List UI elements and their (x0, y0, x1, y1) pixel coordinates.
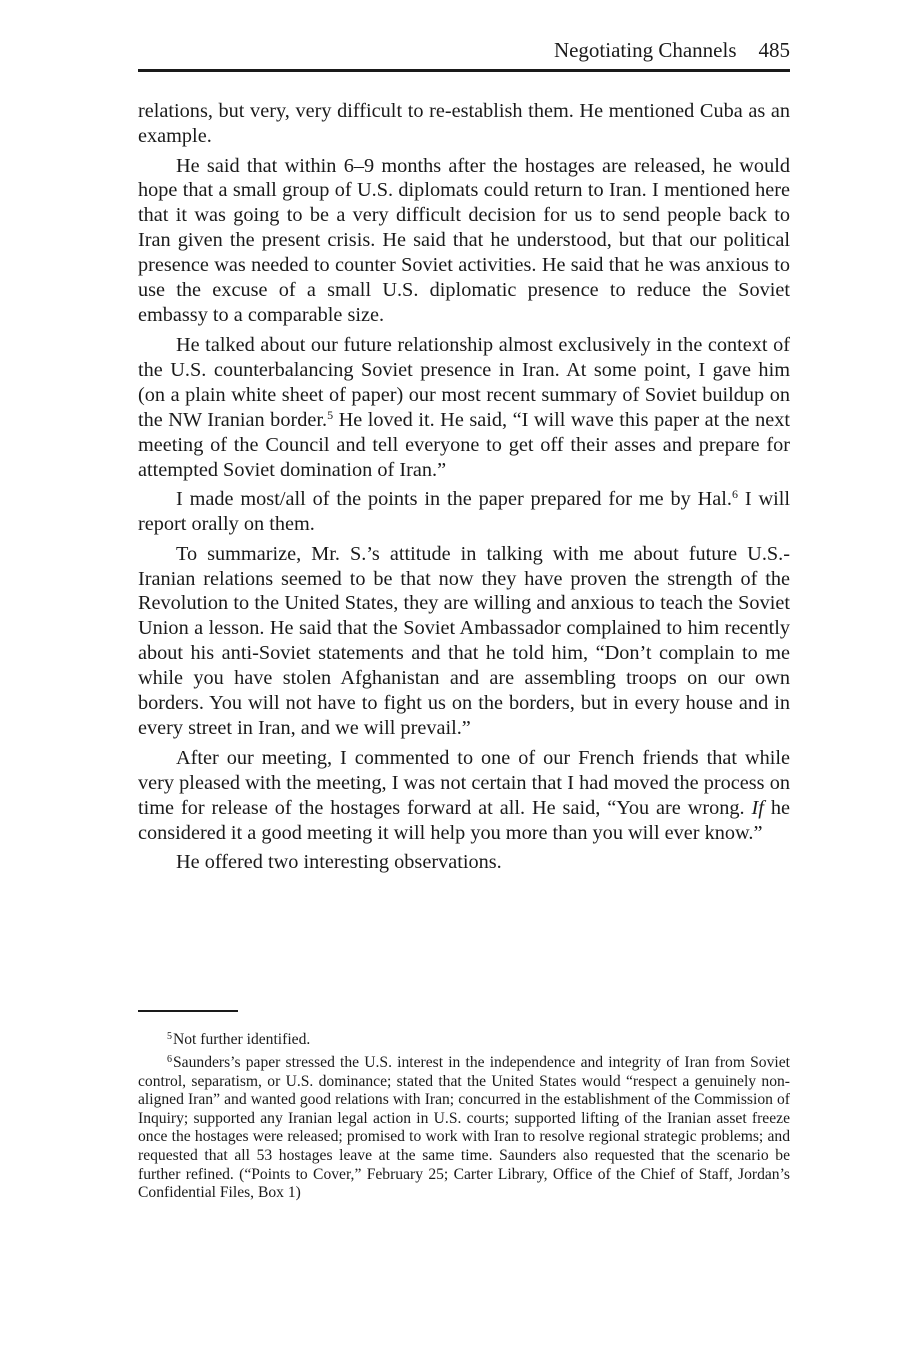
paragraph-7: He offered two interesting observations. (176, 851, 502, 874)
footnote-5-number: 5 (167, 1031, 172, 1042)
paragraph-5: To summarize, Mr. S.’s attitude in talking with me about future U.S.-Iranian relations seemed to be that now they have proven the strength of the Revolution to the United States, they are willing and anxious to teach the Soviet Union a lesson. He said that the Soviet Ambassador complained to him recently about his anti-Soviet statements and that he told him, “Don’t complain to me while you have stolen Afghanistan and are assembling troops on our own borders. You will not have to fight us on the borders, but in every house and in every street in Iran, and we will prevail.” (138, 542, 790, 740)
running-title: Negotiating Channels (553, 38, 737, 62)
header-rule (138, 69, 790, 72)
footnote-6-text: Saunders’s paper stressed the U.S. interest in the independence and integrity of Iran from Soviet control, separatism, or U.S. dominance; stated that the United States would “respect a genuinely non-aligned Iran” and wanted good relations with Iran; concurred in the establishment of the Commission of Inquiry; supported any Iranian legal action in U.S. courts; supported lifting of the Iranian asset freeze once the hostages were released; promised to work with Iran to resolve regional strategic problems; and requested that all 53 hostages leave at the same time. Saunders also requested that the scenario be further refined. (“Points to Cover,” February 25; Carter Library, Office of the Chief of Staff, Jordan’s Confidential Files, Box 1) (138, 1054, 790, 1202)
body-text (138, 99, 790, 880)
paragraph-3-text-b: He loved it. He said, “I will wave this paper at the next meeting of the Council and tell everyone to get off their asses and prepare for attempted Soviet domination of Iran.” (138, 408, 790, 481)
paragraph-1: relations, but very, very difficult to re-establish them. He mentioned Cuba as an example. (138, 100, 790, 147)
paragraph-6-emphasis: If (751, 796, 764, 819)
paragraph-4-text-a: I made most/all of the points in the paper prepared for me by Hal. (176, 488, 732, 511)
paragraph-6-text-a: After our meeting, I commented to one of our French friends that while very pleased with the meeting, I was not certain that I had moved the process on time for release of the hostages forward at all. He said, “You are wrong. (138, 746, 790, 819)
footnote-rule (138, 1010, 238, 1012)
footnote-ref-6: 6 (731, 487, 738, 502)
paragraph-4 (138, 487, 790, 537)
paragraph-6-text-b: he considered it a good meeting it will help you more than you will ever know.” (138, 796, 791, 844)
paragraph-6 (138, 746, 790, 846)
footnote-5 (138, 1031, 790, 1050)
page-number: 485 (758, 38, 790, 62)
paragraph-3 (138, 333, 790, 483)
footnote-5-text: Not further identified. (173, 1031, 311, 1048)
running-head (138, 36, 790, 66)
footnote-ref-5: 5 (327, 407, 334, 422)
footnotes (138, 1031, 790, 1207)
paragraph-3-text-a: He talked about our future relationship almost exclusively in the context of the U.S. counterbalancing Soviet presence in Iran. At some point, I gave him (on a plain white sheet of paper) our most recent summary of Soviet buildup on the NW Iranian border. (138, 333, 790, 431)
footnote-6-number: 6 (167, 1054, 172, 1066)
paragraph-2: He said that within 6–9 months after the hostages are released, he would hope that a small group of U.S. diplomats could return to Iran. I mentioned here that it was going to be a very difficult decision for us to send people back to Iran given the present crisis. He said that he understood, but that our political presence was needed to counter Soviet activities. He said that he was anxious to use the excuse of a small U.S. diplomatic presence to reduce the Soviet embassy to a comparable size. (138, 154, 790, 327)
footnote-6 (138, 1054, 790, 1203)
paragraph-4-text-b: I will report orally on them. (138, 488, 790, 536)
